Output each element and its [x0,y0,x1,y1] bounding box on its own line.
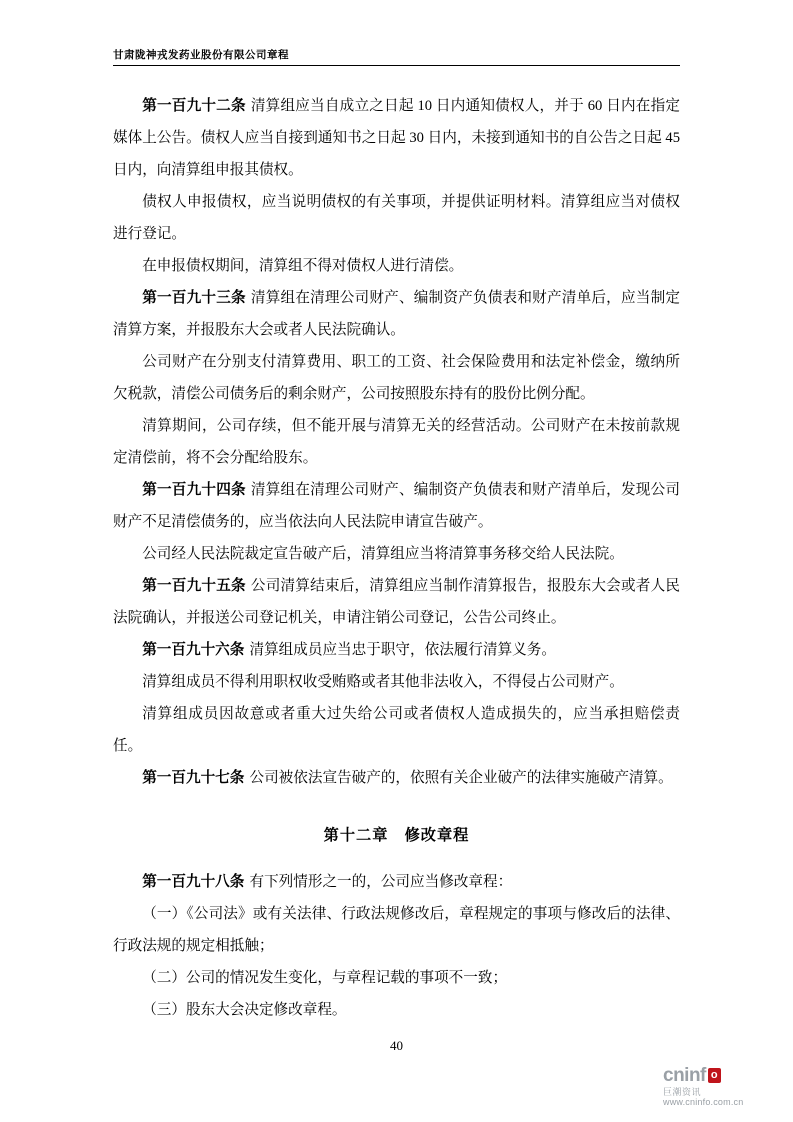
paragraph: 清算组成员因故意或者重大过失给公司或者债权人造成损失的，应当承担赔偿责任。 [113,706,680,754]
paragraph: 公司经人民法院裁定宣告破产后，清算组应当将清算事务移交给人民法院。 [142,546,624,562]
article-text: 有下列情形之一的，公司应当修改章程： [249,874,513,890]
article-text: 清算组应当自成立之日起 10 日内通知债权人，并于 60 日内在指定媒体上公告。债权人应当自接到通知书之日起 30 日内，未接到通知书的自公告之日起 45 日内，向清算组申报其债权。 [113,98,680,178]
article-text: 公司被依法宣告破产的，依照有关企业破产的法律实施破产清算。 [249,770,673,786]
article-text: 公司清算结束后，清算组应当制作清算报告，报股东大会或者人民法院确认，并报送公司登记机关，申请注销公司登记，公告公司终止。 [113,578,680,626]
chapter-title: 第十二章 修改章程 [323,827,470,844]
article-number: 第一百九十五条 [142,578,246,594]
header-title: 甘肃陇神戎发药业股份有限公司章程 [113,50,289,61]
paragraph: 在申报债权期间，清算组不得对债权人进行清偿。 [142,258,464,274]
body-text [113,90,680,1026]
article-number: 第一百九十六条 [142,642,245,658]
article-number: 第一百九十三条 [142,290,246,306]
paragraph: （二）公司的情况发生变化，与章程记载的事项不一致； [142,970,508,986]
article-number: 第一百九十八条 [142,874,245,890]
watermark [663,1066,775,1108]
paragraph: 清算期间，公司存续，但不能开展与清算无关的经营活动。公司财产在未按前款规定清偿前，将不会分配给股东。 [113,418,680,466]
page-header [113,47,680,66]
paragraph: 清算组成员不得利用职权收受贿赂或者其他非法收入，不得侵占公司财产。 [142,674,624,690]
paragraph-article [113,634,680,666]
article-text: 清算组在清理公司财产、编制资产负债表和财产清单后，发现公司财产不足清偿债务的，应当依法向人民法院申请宣告破产。 [113,482,680,530]
article-text: 清算组在清理公司财产、编制资产负债表和财产清单后，应当制定清算方案，并报股东大会或者人民法院确认。 [113,290,680,338]
article-text: 清算组成员应当忠于职守，依法履行清算义务。 [249,642,556,658]
watermark-logo [663,1066,775,1087]
article-number: 第一百九十七条 [142,770,245,786]
watermark-url: www.cninfo.com.cn [663,1097,744,1108]
article-number: 第一百九十四条 [142,482,246,498]
header-divider [113,65,680,66]
paragraph: （三）股东大会决定修改章程。 [142,1002,347,1018]
paragraph: 债权人申报债权，应当说明债权的有关事项，并提供证明材料。清算组应当对债权进行登记。 [113,194,680,242]
paragraph: 公司财产在分别支付清算费用、职工的工资、社会保险费用和法定补偿金，缴纳所欠税款，清偿公司债务后的剩余财产，公司按照股东持有的股份比例分配。 [113,354,680,402]
watermark-company: 巨潮资讯 [663,1087,702,1098]
paragraph-article [113,474,680,538]
article-number: 第一百九十二条 [142,98,246,114]
watermark-badge: o [708,1068,721,1083]
paragraph-article [113,90,680,186]
watermark-brand: cninf [663,1065,706,1087]
page-content [113,0,680,1122]
paragraph-article [113,866,680,898]
paragraph-article [113,282,680,346]
paragraph-article [113,570,680,634]
paragraph: （一）《公司法》或有关法律、行政法规修改后，章程规定的事项与修改后的法律、行政法规的规定相抵触； [113,906,680,954]
page-number: 40 [390,1038,403,1053]
paragraph-article [113,762,680,794]
